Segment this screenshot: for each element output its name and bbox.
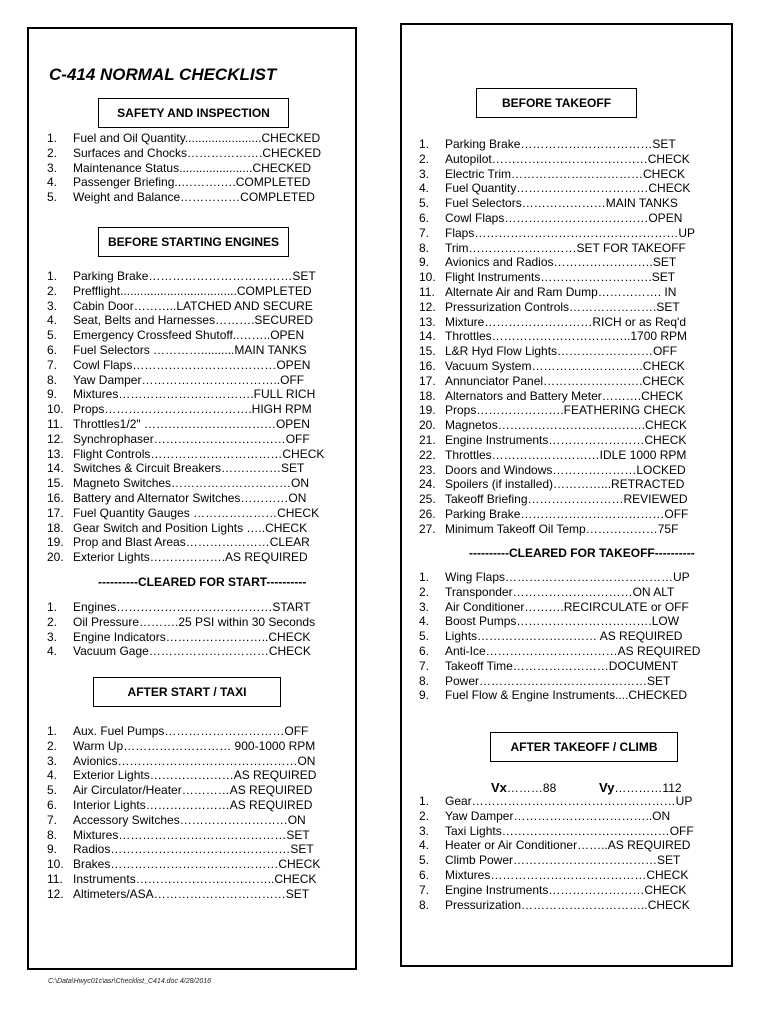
checklist-item <box>47 842 320 857</box>
item-number: 5. <box>47 328 58 343</box>
item-text: Flaps……………………………………………UP <box>445 225 696 240</box>
checklist-item <box>419 688 700 703</box>
item-number: 18. <box>419 388 436 403</box>
item-text: Flight Instruments……………………….SET <box>445 270 676 285</box>
before-starting-engines-list <box>47 269 324 565</box>
item-text: Trim………………………SET FOR TAKEOFF <box>445 240 686 255</box>
item-number: 3. <box>47 629 58 644</box>
checklist-item <box>419 824 694 839</box>
vx-value: ………88 <box>506 781 557 795</box>
item-text: Mixtures……………………………………SET <box>73 827 310 842</box>
item-text: Flight Controls……………………………CHECK <box>73 446 325 461</box>
checklist-item <box>47 535 324 550</box>
checklist-item <box>419 389 695 404</box>
checklist-item <box>47 417 324 432</box>
checklist-item <box>419 329 695 344</box>
checklist-item <box>419 374 695 389</box>
checklist-item <box>419 868 694 883</box>
checklist-item <box>47 768 320 783</box>
checklist-item <box>419 226 695 241</box>
checklist-item <box>47 432 324 447</box>
checklist-item <box>419 300 695 315</box>
checklist-item <box>419 629 700 644</box>
item-number: 3. <box>47 753 58 768</box>
item-text: Prop and Blast Areas…………………CLEAR <box>73 535 310 550</box>
checklist-item <box>419 644 700 659</box>
item-number: 17. <box>47 505 64 520</box>
item-text: Gear……………………………………………UP <box>445 794 693 808</box>
item-number: 4. <box>47 644 58 659</box>
checklist-item <box>47 269 324 284</box>
item-number: 1. <box>419 137 430 151</box>
item-number: 15. <box>47 476 64 491</box>
item-text: Warm Up……………………… 900-1000 RPM <box>73 738 316 753</box>
item-number: 14. <box>47 461 64 476</box>
item-text: Throttles……………………………..1700 RPM <box>445 329 688 344</box>
item-text: Vacuum System……………………….CHECK <box>445 358 685 373</box>
vx-label: Vx <box>491 780 507 795</box>
before-takeoff-list <box>419 137 695 537</box>
item-number: 8. <box>419 897 430 912</box>
item-text: Mixtures…………………………………CHECK <box>445 867 689 882</box>
checklist-item <box>47 299 324 314</box>
checklist-item <box>419 838 694 853</box>
cleared-for-start-list <box>47 600 315 659</box>
checklist-item <box>419 418 695 433</box>
item-text: Autopilot…………………………………CHECK <box>445 151 690 166</box>
item-number: 21. <box>419 432 436 447</box>
item-number: 19. <box>47 535 64 550</box>
item-text: Mixtures…………………………….FULL RICH <box>73 387 316 402</box>
item-number: 24. <box>419 477 436 492</box>
item-number: 4. <box>419 614 430 629</box>
item-text: L&R Hyd Flow Lights……………………OFF <box>445 344 678 359</box>
checklist-item <box>419 794 694 809</box>
checklist-item <box>47 131 321 146</box>
item-number: 4. <box>47 313 58 328</box>
checklist-item <box>47 402 324 417</box>
checklist-item <box>419 522 695 537</box>
item-number: 12. <box>419 299 436 314</box>
checklist-item <box>419 137 695 152</box>
before-starting-engines-heading: BEFORE STARTING ENGINES <box>98 227 289 257</box>
item-text: Props……………………………….HIGH RPM <box>73 402 312 417</box>
item-text: Spoilers (if installed)…………...RETRACTED <box>445 477 685 492</box>
checklist-item <box>419 359 695 374</box>
item-text: Fuel and Oil Quantity.......................CHECKED <box>73 131 321 145</box>
checklist-item <box>419 152 695 167</box>
after-takeoff-climb-list <box>419 794 694 912</box>
checklist-item <box>419 270 695 285</box>
item-number: 9. <box>47 842 58 857</box>
checklist-item <box>47 343 324 358</box>
item-text: Battery and Alternator Switches…………ON <box>73 490 307 505</box>
item-text: Weight and Balance……………COMPLETED <box>73 190 315 205</box>
checklist-item <box>419 507 695 522</box>
item-number: 11. <box>419 284 435 299</box>
item-number: 3. <box>419 599 430 614</box>
item-number: 5. <box>419 629 430 644</box>
checklist-item <box>47 313 324 328</box>
item-text: Switches & Circuit Breakers……………SET <box>73 461 305 476</box>
item-number: 8. <box>419 240 430 255</box>
item-number: 11. <box>47 416 63 431</box>
item-number: 1. <box>47 131 58 145</box>
checklist-item <box>47 828 320 843</box>
item-text: Fuel Flow & Engine Instruments....CHECKED <box>445 688 688 703</box>
checklist-item <box>47 447 324 462</box>
item-number: 19. <box>419 403 436 418</box>
checklist-item <box>47 857 320 872</box>
item-text: Throttles………………………IDLE 1000 RPM <box>445 447 687 462</box>
item-number: 3. <box>47 298 58 313</box>
checklist-item <box>47 813 320 828</box>
item-number: 4. <box>47 768 58 783</box>
checklist-item <box>47 373 324 388</box>
item-number: 5. <box>47 783 58 798</box>
item-number: 7. <box>419 882 430 897</box>
item-number: 5. <box>419 853 430 868</box>
item-text: Aux. Fuel Pumps…………………………OFF <box>73 724 309 738</box>
checklist-item <box>419 492 695 507</box>
item-text: Engines…………………………………START <box>73 600 311 614</box>
item-text: Parking Brake………………………………SET <box>73 269 316 283</box>
item-text: Takeoff Briefing……………………REVIEWED <box>445 492 688 507</box>
checklist-item <box>47 328 324 343</box>
item-text: Wing Flaps……………………………………UP <box>445 570 690 584</box>
item-number: 10. <box>47 402 64 417</box>
checklist-item <box>419 315 695 330</box>
item-number: 15. <box>419 344 436 359</box>
item-number: 18. <box>47 520 64 535</box>
item-number: 23. <box>419 462 436 477</box>
item-number: 27. <box>419 521 436 536</box>
item-number: 6. <box>47 797 58 812</box>
item-text: Boost Pumps…………………………….LOW <box>445 614 680 629</box>
item-text: Doors and Windows…………………LOCKED <box>445 462 686 477</box>
item-text: Alternators and Battery Meter……….CHECK <box>445 388 684 403</box>
item-text: Pressurization Controls………………….SET <box>445 299 680 314</box>
item-number: 7. <box>419 225 430 240</box>
item-text: Power……………………………………SET <box>445 673 671 688</box>
item-text: Brakes……………………………………CHECK <box>73 857 321 872</box>
item-number: 9. <box>419 255 430 270</box>
checklist-item <box>419 167 695 182</box>
item-text: Maintenance Status......................CHECKED <box>73 160 312 175</box>
vx-speed <box>491 780 556 795</box>
checklist-item <box>47 161 321 176</box>
item-number: 7. <box>47 357 58 372</box>
file-path-footer: C:\Data\Hwyc01c\asr\Checklist_C414.doc 4/28/2016 <box>48 978 212 985</box>
checklist-item <box>47 887 320 902</box>
item-text: Cowl Flaps………………………………OPEN <box>445 210 683 225</box>
item-text: Alternate Air and Ram Dump……………. IN <box>445 284 677 299</box>
item-number: 1. <box>47 269 58 283</box>
item-number: 6. <box>419 643 430 658</box>
item-number: 2. <box>47 614 58 629</box>
checklist-item <box>47 387 324 402</box>
item-number: 2. <box>47 283 58 298</box>
item-number: 9. <box>419 688 430 703</box>
checklist-item <box>419 853 694 868</box>
checklist-item <box>419 659 700 674</box>
checklist-item <box>47 190 321 205</box>
item-number: 6. <box>419 867 430 882</box>
item-number: 17. <box>419 373 436 388</box>
item-text: Passenger Briefing..……….….COMPLETED <box>73 175 311 190</box>
checklist-item <box>47 358 324 373</box>
cleared-for-start-heading: ----------CLEARED FOR START---------- <box>98 575 307 589</box>
item-text: Magnetos……………………………….CHECK <box>445 418 688 433</box>
item-text: Synchrophaser……………………………OFF <box>73 431 310 446</box>
checklist-item <box>419 448 695 463</box>
checklist-item <box>47 476 324 491</box>
checklist-item <box>419 181 695 196</box>
item-text: Exterior Lights……………….AS REQUIRED <box>73 550 308 565</box>
item-text: Electric Trim……………………………CHECK <box>445 166 686 181</box>
item-number: 2. <box>419 151 430 166</box>
checklist-title: C-414 NORMAL CHECKLIST <box>49 65 277 84</box>
item-number: 13. <box>419 314 436 329</box>
item-text: Parking Brake………………………………OFF <box>445 506 689 521</box>
item-text: Instruments……………………………..CHECK <box>73 871 317 886</box>
item-number: 14. <box>419 329 436 344</box>
item-text: Fuel Selectors …………..........MAIN TANKS <box>73 342 307 357</box>
item-text: Air Conditioner……….RECIRCULATE or OFF <box>445 599 689 614</box>
checklist-item <box>47 284 324 299</box>
item-number: 1. <box>47 600 58 614</box>
item-text: Accessory Switches………………………ON <box>73 812 306 827</box>
checklist-item <box>419 477 695 492</box>
item-text: Minimum Takeoff Oil Temp………………75F <box>445 521 679 536</box>
item-text: Takeoff Time……………………DOCUMENT <box>445 658 679 673</box>
safety-inspection-list <box>47 131 321 205</box>
checklist-item <box>419 255 695 270</box>
checklist-item <box>47 644 315 659</box>
item-number: 5. <box>47 190 58 205</box>
item-number: 13. <box>47 446 64 461</box>
item-text: Props………………….FEATHERING CHECK <box>445 403 686 418</box>
checklist-item <box>419 883 694 898</box>
item-text: Anti-Ice……………………………AS REQUIRED <box>445 643 701 658</box>
item-number: 7. <box>419 658 430 673</box>
checklist-item <box>47 550 324 565</box>
right-checklist-panel <box>400 23 733 967</box>
checklist-item <box>419 241 695 256</box>
checklist-item <box>47 872 320 887</box>
item-text: Seat, Belts and Harnesses……….SECURED <box>73 313 314 328</box>
item-text: Throttles1/2" ……………………………OPEN <box>73 416 310 431</box>
item-text: Mixture………………………RICH or as Req'd <box>445 314 686 329</box>
checklist-item <box>419 674 700 689</box>
item-text: Gear Switch and Position Lights …..CHECK <box>73 520 308 535</box>
item-number: 2. <box>419 808 430 823</box>
after-start-taxi-heading: AFTER START / TAXI <box>93 677 281 707</box>
vy-label: Vy <box>599 780 615 795</box>
item-text: Air Circulator/Heater…………AS REQUIRED <box>73 783 313 798</box>
item-text: Yaw Damper……………………………..OFF <box>73 372 305 387</box>
item-text: Engine Instruments……………………CHECK <box>445 432 687 447</box>
item-text: Prefflight...................................COMPLETED <box>73 283 312 298</box>
item-number: 1. <box>419 570 430 584</box>
cleared-for-takeoff-list <box>419 570 700 703</box>
item-number: 2. <box>47 145 58 160</box>
item-text: Oil Pressure……….25 PSI within 30 Seconds <box>73 614 316 629</box>
checklist-item <box>47 739 320 754</box>
item-text: Avionics and Radios…………………….SET <box>445 255 677 270</box>
vy-speed <box>599 780 682 795</box>
item-number: 8. <box>419 673 430 688</box>
checklist-item <box>419 196 695 211</box>
item-text: Fuel Quantity……………………………CHECK <box>445 181 691 196</box>
item-text: Surfaces and Chocks……………….CHECKED <box>73 145 322 160</box>
checklist-item <box>47 724 320 739</box>
item-number: 16. <box>47 490 64 505</box>
item-number: 1. <box>419 794 430 808</box>
item-text: Annunciator Panel…………………….CHECK <box>445 373 685 388</box>
item-text: Fuel Quantity Gauges …………………CHECK <box>73 505 320 520</box>
item-text: Vacuum Gage…………………………CHECK <box>73 644 311 659</box>
item-text: Radios………………………………………SET <box>73 842 314 857</box>
item-number: 10. <box>47 857 64 872</box>
checklist-item <box>419 585 700 600</box>
checklist-item <box>47 615 315 630</box>
item-text: Pressurization…………………………..CHECK <box>445 897 690 912</box>
checklist-item <box>419 433 695 448</box>
safety-inspection-heading: SAFETY AND INSPECTION <box>98 98 289 128</box>
checklist-item <box>47 630 315 645</box>
before-takeoff-heading: BEFORE TAKEOFF <box>476 88 637 118</box>
item-text: Transponder…………………………ON ALT <box>445 584 675 599</box>
item-text: Avionics………………………………………ON <box>73 753 316 768</box>
checklist-item <box>419 570 700 585</box>
left-checklist-panel <box>27 27 357 970</box>
item-text: Heater or Air Conditioner……..AS REQUIRED <box>445 838 691 853</box>
cleared-for-takeoff-heading: ----------CLEARED FOR TAKEOFF---------- <box>469 546 695 560</box>
item-number: 7. <box>47 812 58 827</box>
item-text: Emergency Crossfeed Shutoff..……..OPEN <box>73 328 305 343</box>
item-text: Fuel Selectors…………………MAIN TANKS <box>445 196 678 211</box>
item-number: 4. <box>419 181 430 196</box>
item-number: 8. <box>47 372 58 387</box>
item-number: 22. <box>419 447 436 462</box>
item-number: 20. <box>419 418 436 433</box>
checklist-item <box>419 285 695 300</box>
checklist-item <box>419 809 694 824</box>
item-text: Interior Lights…………………AS REQUIRED <box>73 797 313 812</box>
item-text: Altimeters/ASA……………………………SET <box>73 886 310 901</box>
item-number: 6. <box>47 342 58 357</box>
item-number: 5. <box>419 196 430 211</box>
checklist-item <box>47 506 324 521</box>
item-number: 8. <box>47 827 58 842</box>
item-text: Parking Brake……………………………SET <box>445 137 676 151</box>
item-text: Engine Indicators……………………..CHECK <box>73 629 311 644</box>
item-text: Magneto Switches…………………………ON <box>73 476 310 491</box>
item-text: Exterior Lights…………………AS REQUIRED <box>73 768 317 783</box>
item-text: Cabin Door………..LATCHED AND SECURE <box>73 298 313 313</box>
checklist-item <box>47 175 321 190</box>
item-text: Yaw Damper……………………………..ON <box>445 808 671 823</box>
checklist-item <box>419 463 695 478</box>
checklist-item <box>419 211 695 226</box>
checklist-item <box>47 146 321 161</box>
item-number: 3. <box>47 160 58 175</box>
after-start-taxi-list <box>47 724 320 902</box>
item-text: Engine Instruments……………………CHECK <box>445 882 687 897</box>
checklist-item <box>47 783 320 798</box>
item-number: 26. <box>419 506 436 521</box>
checklist-item <box>419 403 695 418</box>
item-number: 6. <box>419 210 430 225</box>
item-number: 9. <box>47 387 58 402</box>
after-takeoff-climb-heading: AFTER TAKEOFF / CLIMB <box>490 732 678 762</box>
item-number: 25. <box>419 492 436 507</box>
checklist-item <box>419 614 700 629</box>
checklist-item <box>419 600 700 615</box>
item-text: Climb Power………………………………SET <box>445 853 681 868</box>
vy-value: …………112 <box>614 781 682 795</box>
item-number: 2. <box>419 584 430 599</box>
checklist-item <box>419 898 694 913</box>
item-number: 10. <box>419 270 436 285</box>
checklist-item <box>47 798 320 813</box>
item-number: 11. <box>47 871 63 886</box>
item-number: 4. <box>47 175 58 190</box>
item-text: Lights………………………… AS REQUIRED <box>445 629 683 644</box>
item-number: 16. <box>419 358 436 373</box>
item-text: Taxi Lights……………………………………OFF <box>445 823 694 838</box>
item-number: 3. <box>419 166 430 181</box>
item-number: 3. <box>419 823 430 838</box>
checklist-item <box>47 521 324 536</box>
item-number: 20. <box>47 550 64 565</box>
checklist-item <box>47 461 324 476</box>
item-text: Cowl Flaps………………………………OPEN <box>73 357 311 372</box>
item-number: 2. <box>47 738 58 753</box>
item-number: 1. <box>47 724 58 738</box>
item-number: 12. <box>47 431 64 446</box>
checklist-item <box>47 600 315 615</box>
item-number: 4. <box>419 838 430 853</box>
checklist-item <box>47 754 320 769</box>
item-number: 12. <box>47 886 64 901</box>
checklist-item <box>47 491 324 506</box>
checklist-item <box>419 344 695 359</box>
